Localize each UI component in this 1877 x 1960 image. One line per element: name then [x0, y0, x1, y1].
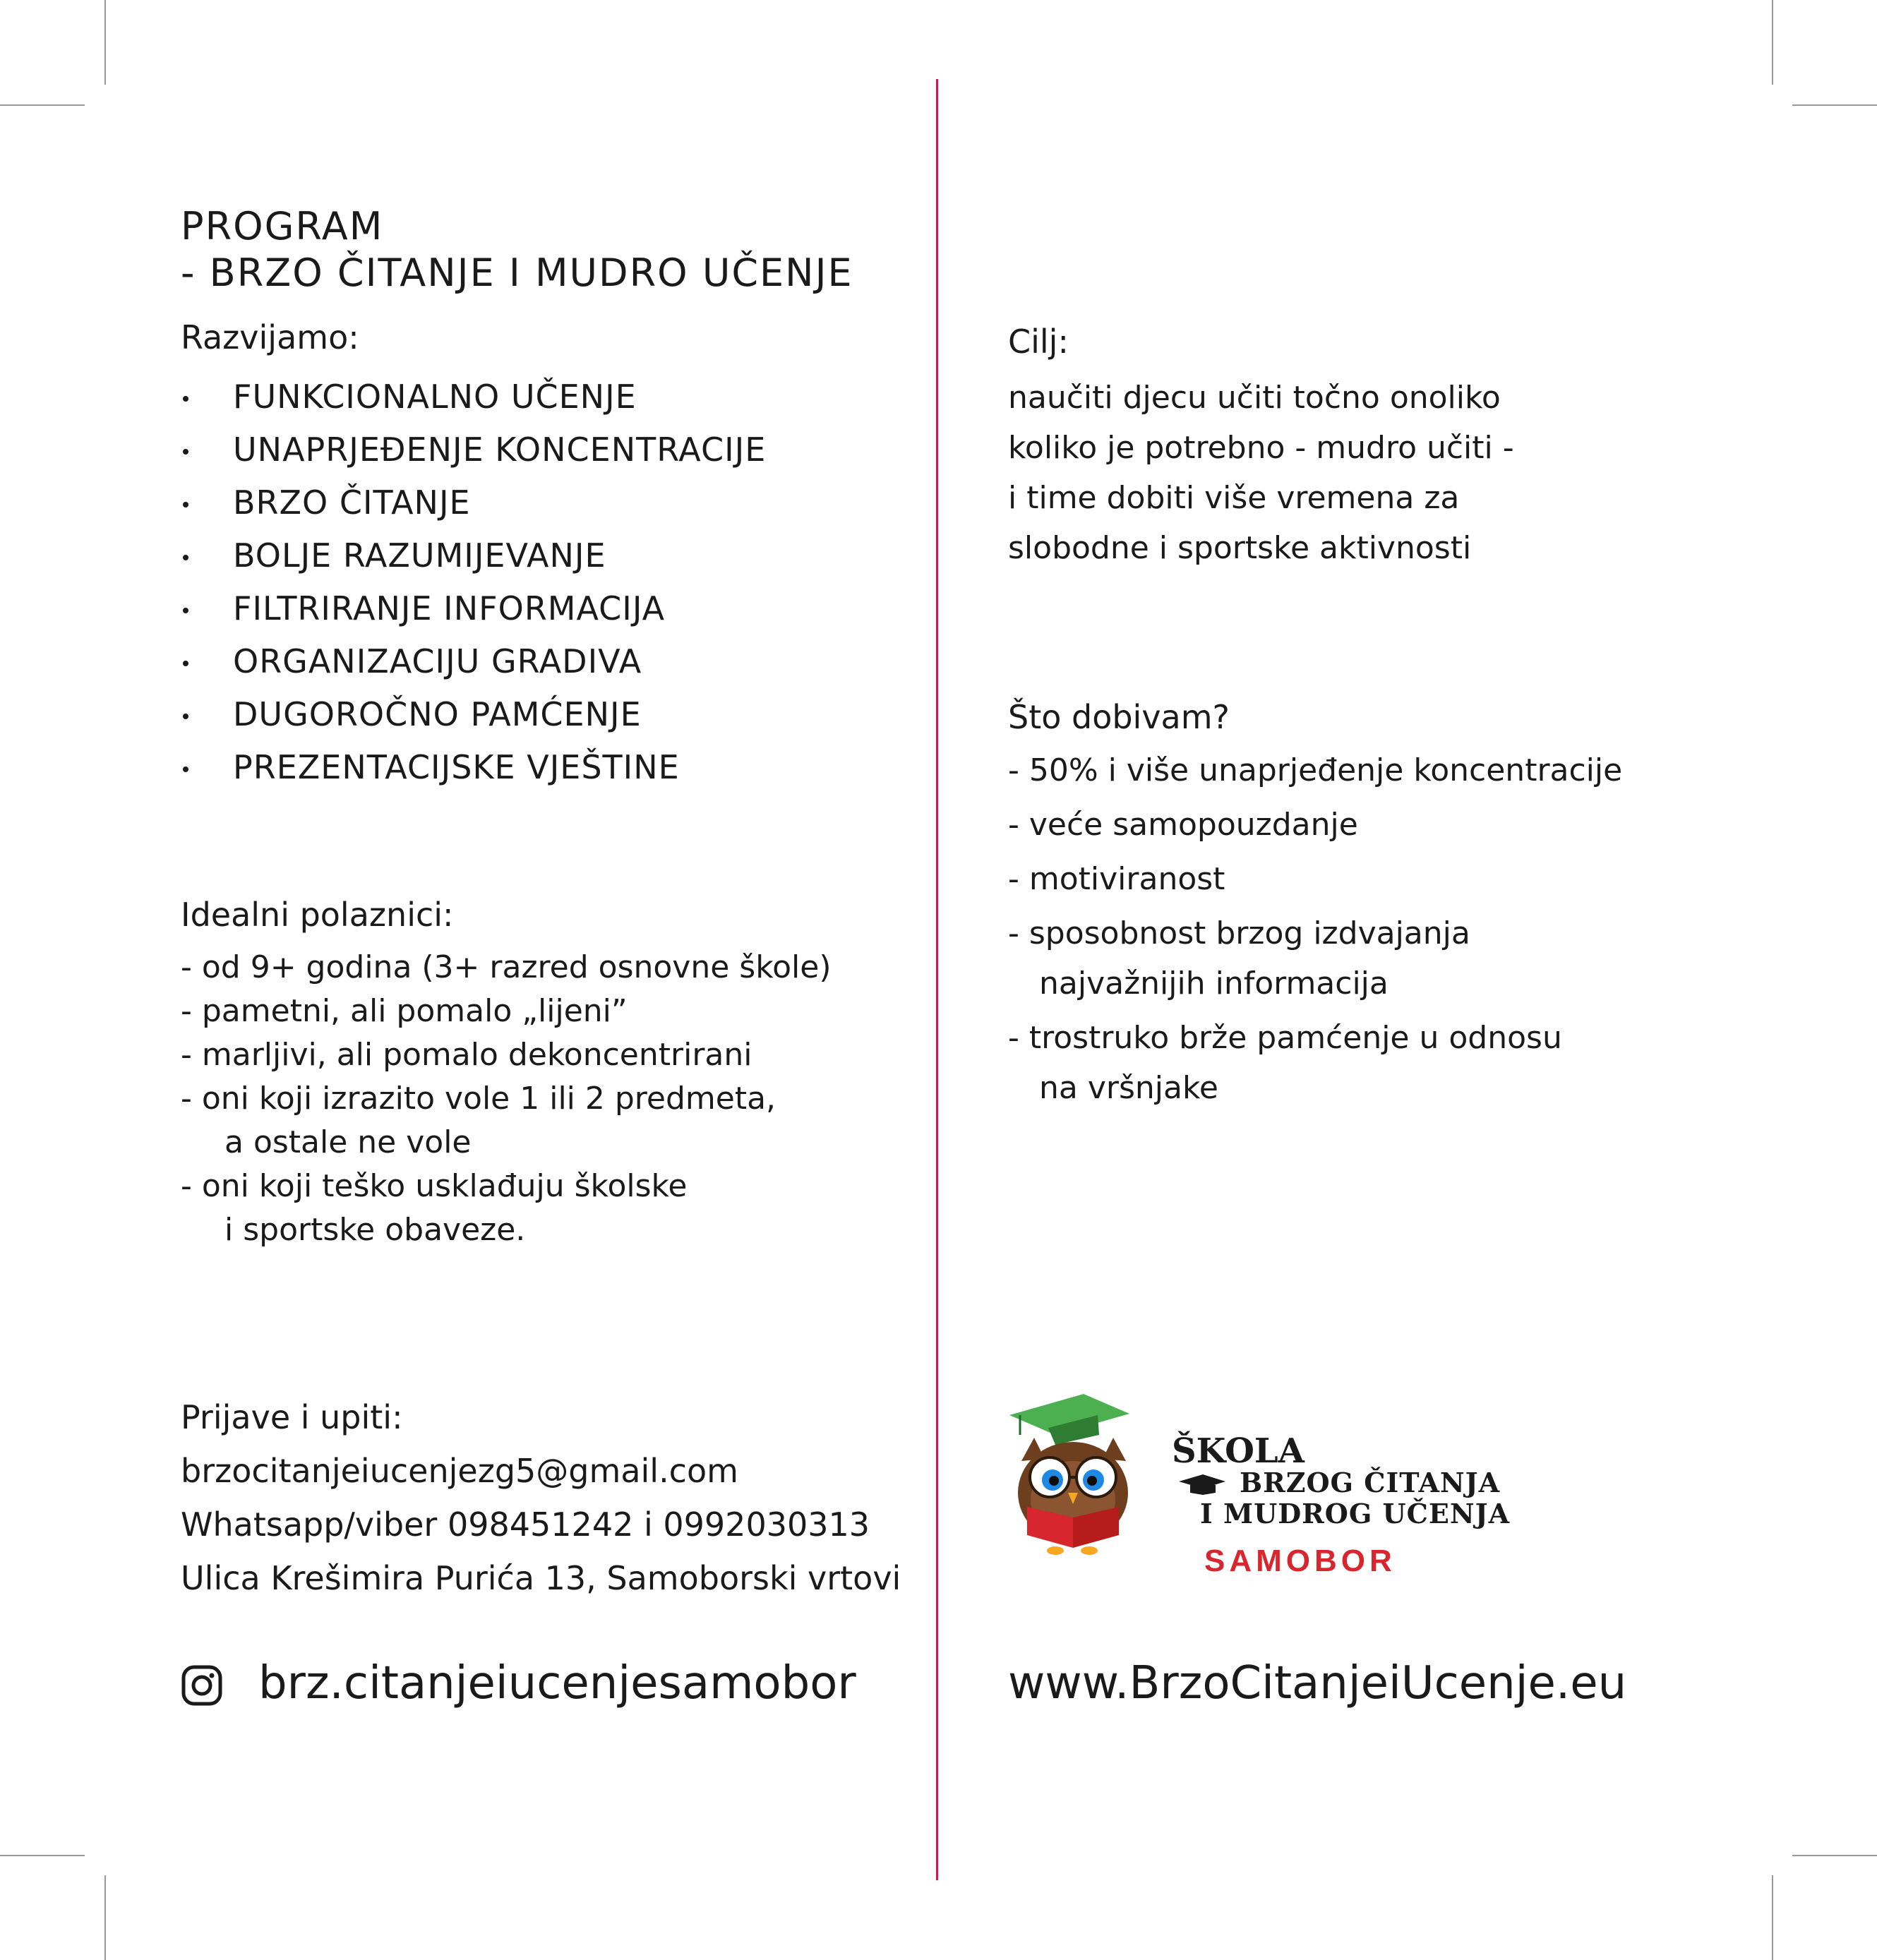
list-item: UNAPRJEĐENJE KONCENTRACIJE — [181, 423, 766, 476]
program-title-line2: - BRZO ČITANJE I MUDRO UČENJE — [181, 251, 853, 295]
contact-address: Ulica Krešimira Purića 13, Samoborski vrtovi — [181, 1559, 901, 1597]
list-item: - veće samopouzdanje — [1008, 807, 1358, 843]
list-item: - oni koji izrazito vole 1 ili 2 predmeta, a ostale ne vole — [181, 1081, 776, 1160]
goal-text — [1008, 373, 1514, 573]
program-title — [181, 203, 853, 296]
crop-mark — [104, 1875, 106, 1960]
list-item: BRZO ČITANJE — [181, 476, 766, 529]
develop-list — [181, 371, 766, 794]
list-item: BOLJE RAZUMIJEVANJE — [181, 529, 766, 582]
list-item: - trostruko brže pamćenje u odnosu na vršnjake — [1008, 1020, 1562, 1106]
ideal-list — [181, 946, 832, 1252]
list-item: - motiviranost — [1008, 861, 1225, 897]
goal-heading: Cilj: — [1008, 323, 1069, 361]
crop-mark — [0, 1855, 85, 1856]
list-item: - sposobnost brzog izdvajanja najvažnijih informacija — [1008, 915, 1470, 1002]
contact-phone[interactable]: Whatsapp/viber 098451242 i 0992030313 — [181, 1505, 870, 1544]
list-item: FUNKCIONALNO UČENJE — [181, 371, 766, 423]
contact-heading: Prijave i upiti: — [181, 1398, 403, 1436]
list-item: - marljivi, ali pomalo dekoncentrirani — [181, 1037, 752, 1073]
goal-line: slobodne i sportske aktivnosti — [1008, 530, 1472, 566]
list-item: - pametni, ali pomalo „lijeni” — [181, 993, 628, 1029]
website-link[interactable]: www.BrzoCitanjeiUcenje.eu — [1008, 1657, 1627, 1709]
develop-heading: Razvijamo: — [181, 318, 359, 356]
contact-email[interactable]: brzocitanjeiucenjezg5@gmail.com — [181, 1452, 738, 1490]
ideal-heading: Idealni polaznici: — [181, 896, 454, 934]
logo-line2: BRZOG ČITANJA — [1240, 1467, 1501, 1498]
list-item: - od 9+ godina (3+ razred osnovne škole) — [181, 949, 832, 985]
goal-line: koliko je potrebno - mudro učiti - — [1008, 430, 1514, 466]
goal-line: i time dobiti više vremena za — [1008, 480, 1460, 516]
crop-mark — [1792, 104, 1877, 106]
list-item: - oni koji teško usklađuju školske i sportske obaveze. — [181, 1168, 688, 1248]
crop-mark — [1772, 0, 1773, 85]
list-item: DUGOROČNO PAMĆENJE — [181, 688, 766, 741]
list-item: ORGANIZACIJU GRADIVA — [181, 635, 766, 688]
goal-line: naučiti djecu učiti točno onoliko — [1008, 380, 1501, 416]
crop-mark — [1792, 1855, 1877, 1856]
logo-line1: ŠKOLA — [1172, 1431, 1305, 1471]
fold-line — [936, 79, 938, 1880]
benefits-list — [1008, 745, 1622, 1113]
graduation-cap-icon — [1177, 1473, 1227, 1496]
logo-city: SAMOBOR — [1204, 1544, 1396, 1578]
benefits-heading: Što dobivam? — [1008, 698, 1230, 736]
crop-mark — [104, 0, 106, 85]
list-item: PREZENTACIJSKE VJEŠTINE — [181, 741, 766, 794]
instagram-handle[interactable]: brz.citanjeiucenjesamobor — [258, 1657, 856, 1709]
instagram-icon[interactable] — [181, 1664, 223, 1707]
list-item: - 50% i više unaprjeđenje koncentracije — [1008, 752, 1623, 788]
program-title-line1: PROGRAM — [181, 204, 384, 248]
crop-mark — [1772, 1875, 1773, 1960]
crop-mark — [0, 104, 85, 106]
owl-graduate-icon — [1006, 1394, 1147, 1556]
contact-block — [181, 1390, 901, 1605]
list-item: FILTRIRANJE INFORMACIJA — [181, 582, 766, 635]
logo-line3: I MUDROG UČENJA — [1200, 1498, 1511, 1529]
